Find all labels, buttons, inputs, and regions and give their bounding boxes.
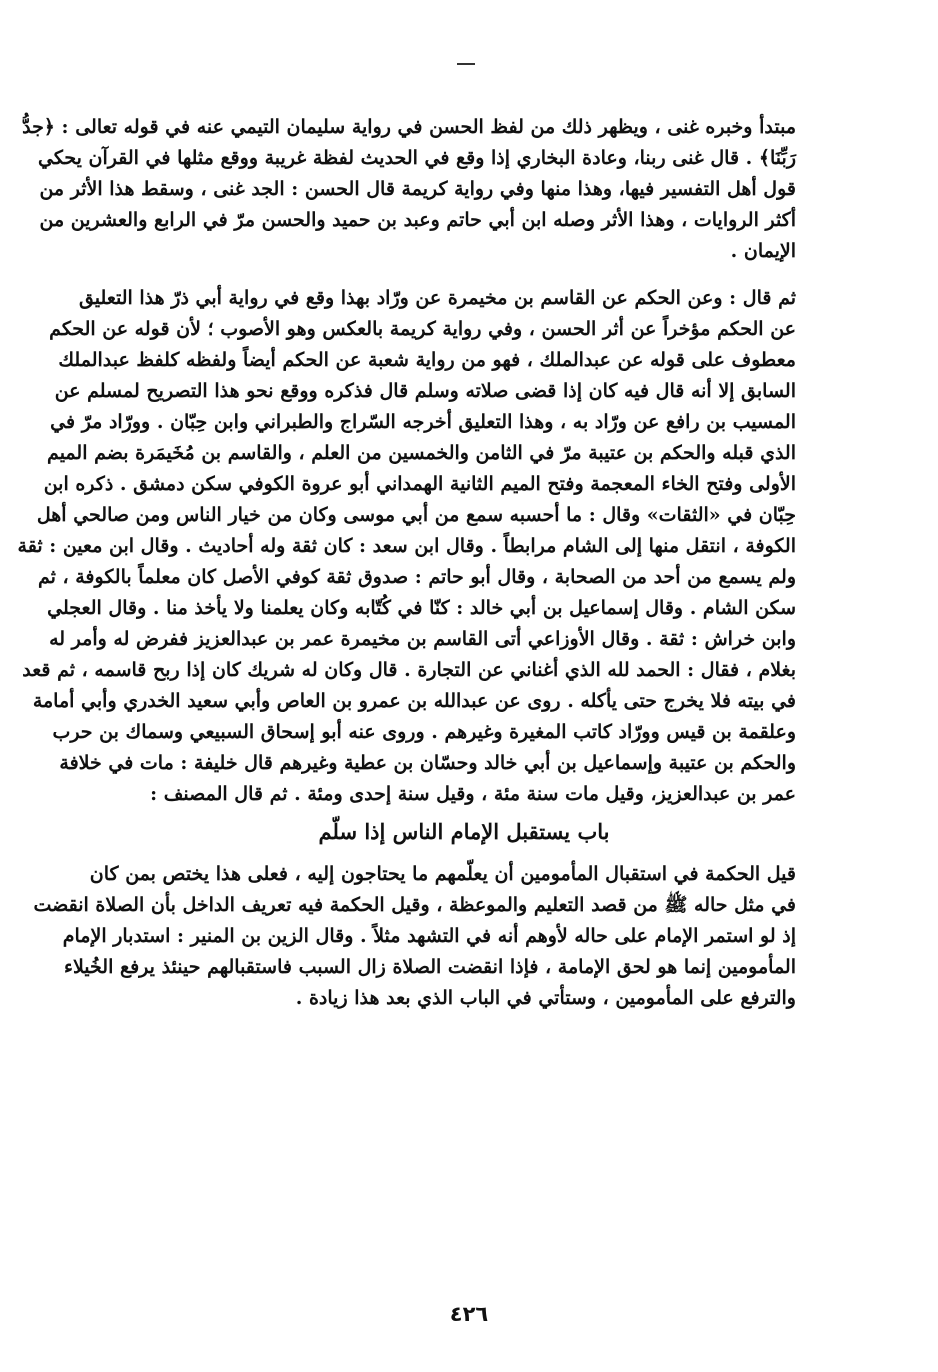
- text-line: وابن خراش : ثقة . وقال الأوزاعي أتى القاسم بن مخيمرة عمر بن عبدالعزيز ففرض له وأمر له: [49, 628, 796, 650]
- paragraph-commentary-1: [22, 112, 796, 267]
- text-line: بغلام ، فقال : الحمد لله الذي أغناني عن التجارة . قال وكان له شريك كان إذا ربح قاسمه ، ثم قعد: [22, 659, 796, 681]
- text-line: والحكم بن عتيبة وإسماعيل بن أبي خالد وحسّان بن عطية وغيرهم قال خليفة : مات في خلافة: [59, 752, 796, 774]
- text-body: [17, 112, 796, 1014]
- text-line: قيل الحكمة في استقبال المأمومين أن يعلّمهم ما يحتاجون إليه ، فعلى هذا يختص بمن كان: [89, 863, 796, 885]
- text-line: وعلقمة بن قيس وورّاد كاتب المغيرة وغيرهم . وروى عنه أبو إسحاق السبيعي وسماك بن حرب: [52, 721, 796, 743]
- text-line: الأولى وفتح الخاء المعجمة وفتح الميم الثانية الهمداني أبو عروة الكوفي سكن دمشق . ذكره ابن: [43, 473, 796, 495]
- text-line: والترفع على المأمومين ، وستأتي في الباب الذي بعد هذا زيادة .: [295, 987, 796, 1009]
- text-line: الذي قبله والحكم بن عتيبة مرّ في الثامن والخمسين من العلم ، والقاسم بن مُخَيمَرة بضم الميم: [47, 442, 796, 464]
- text-line: إذ لو استمر الإمام على حاله لأوهم أنه في التشهد مثلاً . وقال الزين بن المنير : استدبار الإمام: [62, 925, 796, 947]
- text-line: في مثل حاله ﷺ من قصد التعليم والموعظة ، وقيل الحكمة فيه تعريف الداخل بأن الصلاة انقضت: [33, 894, 796, 916]
- text-line: المسيب بن رافع عن ورّاد به ، وهذا التعليق أخرجه السّراج والطبراني وابن حِبّان . وورّاد مرّ في: [50, 411, 796, 433]
- text-line: رَبِّنَا﴾ . قال غنى ربنا، وعادة البخاري إذا وقع في الحديث لفظة غريبة ووقع مثلها في القرآن يحكي: [38, 147, 796, 169]
- text-line: السابق إلا أنه قال فيه كان إذا قضى صلاته وسلم قال فذكره ووقع نحو هذا التصريح لمسلم عن: [54, 380, 796, 402]
- paragraph-commentary-2: [17, 283, 796, 810]
- text-line: المأمومين إنما هو لحق الإمامة ، فإذا انقضت الصلاة زال السبب فاستقبالهم حينئذ يرفع الخُيلاء: [64, 956, 796, 978]
- text-line: حِبّان في «الثقات» وقال : ما أحسبه سمع من أبي موسى وكان من خيار الناس ومن صالحي أهل: [36, 504, 796, 526]
- top-rule-mark: [457, 63, 475, 65]
- text-line: مبتدأ وخبره غنى ، ويظهر ذلك من لفظ الحسن في رواية سليمان التيمي عنه في قوله تعالى : ﴿جدُّ: [22, 116, 796, 138]
- text-line: أكثر الروايات ، وهذا الأثر وصله ابن أبي حاتم وعبد بن حميد والحسن مرّ في الرابع والعشرين من: [39, 209, 796, 231]
- paragraph-chapter-commentary: [33, 859, 796, 1014]
- text-line: قول أهل التفسير فيها، وهذا منها وفي رواية كريمة قال الحسن : الجد غنى ، وسقط هذا الأثر من: [39, 178, 796, 200]
- page-number: ٤٢٦: [449, 1302, 489, 1326]
- text-line: الكوفة ، انتقل منها إلى الشام مرابطاً . وقال ابن سعد : كان ثقة وله أحاديث . وقال ابن معين : ثقة: [17, 535, 796, 557]
- text-line: عن الحكم مؤخراً عن أثر الحسن ، وفي رواية كريمة بالعكس وهو الأصوب ؛ لأن قوله عن الحكم: [49, 318, 796, 340]
- chapter-heading: باب يستقبل الإمام الناس إذا سلّم: [318, 819, 610, 844]
- text-line: الإيمان .: [730, 240, 796, 262]
- text-line: في بيته فلا يخرج حتى يأكله . روى عن عبدالله بن عمرو بن العاص وأبي سعيد الخدري وأبي أمامة: [32, 690, 796, 712]
- text-line: سكن الشام . وقال إسماعيل بن أبي خالد : كنّا في كُتّابه وكان يعلمنا ولا يأخذ منا . وقال العجلي: [47, 597, 796, 619]
- text-line: ولم يسمع من أحد من الصحابة ، وقال أبو حاتم : صدوق ثقة كوفي الأصل كان معلماً بالكوفة ، ثم: [37, 566, 796, 588]
- text-line: ثم قال : وعن الحكم عن القاسم بن مخيمرة عن ورّاد بهذا وقع في رواية أبي ذرّ هذا التعليق: [78, 287, 796, 309]
- text-line: عمر بن عبدالعزيز، وقيل مات سنة مئة ، وقيل سنة إحدى ومئة . ثم قال المصنف :: [150, 783, 796, 805]
- text-line: معطوف على قوله عن عبدالملك ، فهو من رواية شعبة عن الحكم أيضاً ولفظه كلفظ عبدالملك: [58, 349, 796, 371]
